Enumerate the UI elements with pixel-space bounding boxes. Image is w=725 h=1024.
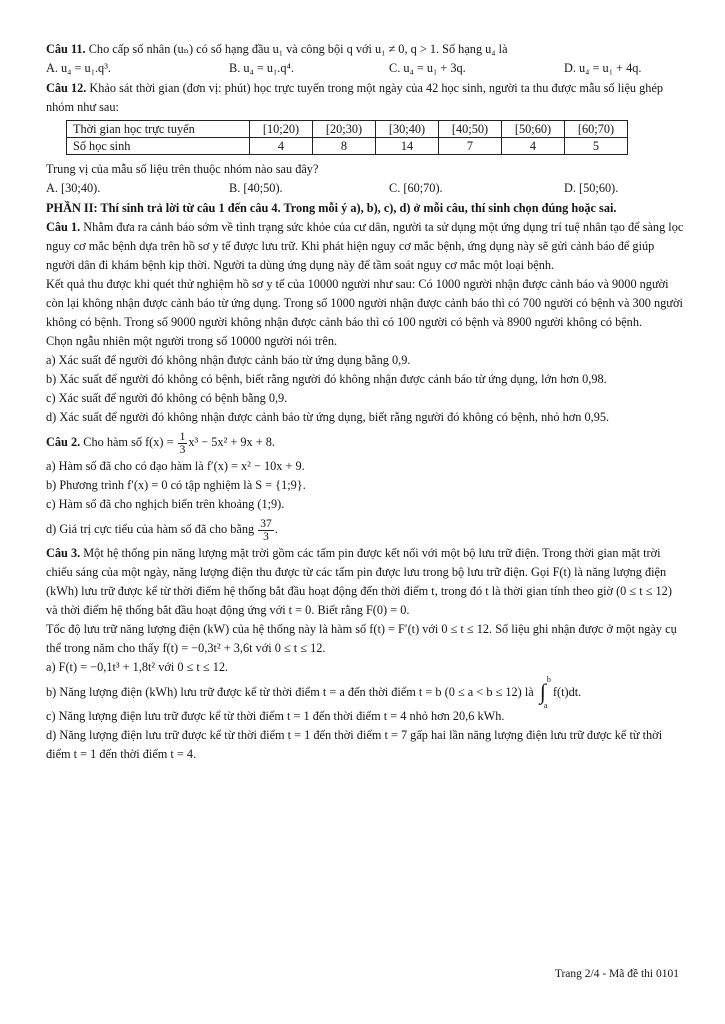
paragraph-text: Một hệ thống pin năng lượng mặt trời gồm các tấm pin được kết nối với một bộ lưu trữ điện. Trong thời gian mặt trời chiếu sáng của một ngày, năng lượng điện thu được từ các tấm pin được lưu trong bộ lưu trữ điện. Gọi F(t) là năng lượng điện (kWh) lưu trữ được kể từ thời điểm hệ thống bắt đầu hoạt động đến thời điểm t, trong đó t là thời gian tính theo giờ (0 ≤ t ≤ 12) và thời điểm hệ thống bắt đầu hoạt động ứng với t = 0. Biết rằng F(0) = 0. [46,546,672,617]
table-row [67,138,628,155]
statement-text: b) Năng lượng điện (kWh) lưu trữ được kể từ thời điểm t = a đến thời điểm t = b (0 ≤ a < b ≤ 12) là [46,685,534,699]
question-label: Câu 11. [46,42,86,56]
fraction-37-thirds [258,518,274,543]
option-d: D. u₄ = u₁ + 4q. [564,61,642,75]
table-cell: 14 [376,138,439,155]
table-cell: 4 [250,138,313,155]
table-cell: 8 [313,138,376,155]
problem-3-data: Tốc độ lưu trữ năng lượng điện (kW) của hệ thống này là hàm số f(t) = F′(t) với 0 ≤ t ≤ 12. Số liệu ghi nhận được ở một ngày cụ thể trong năm cho thấy f(t) = −0,3t² + 3,6t với 0 ≤ t ≤ 12. [46,622,677,655]
statement-d: d) Năng lượng điện lưu trữ được kể từ thời điểm t = 1 đến thời điểm t = 7 gấp hai lần năng lượng điện lưu trữ được kể từ thời điểm t = 1 đến thời điểm t = 4. [46,728,663,761]
statement-b: b) Xác suất để người đó không có bệnh, biết rằng người đó không nhận được cảnh báo từ ứng dụng, lớn hơn 0,98. [46,372,607,386]
statement-a: a) F(t) = −0,1t³ + 1,8t² với 0 ≤ t ≤ 12. [46,660,229,674]
statement-b: b) Phương trình f′(x) = 0 có tập nghiệm là S = {1;9}. [46,478,306,492]
table-cell: [40;50) [439,121,502,138]
frequency-table [66,120,628,155]
statement-a: a) Xác suất để người đó không nhận được cảnh báo từ ứng dụng bằng 0,9. [46,353,411,367]
table-row-label: Số học sinh [67,138,250,155]
question-11 [46,40,686,59]
statement-b [46,675,686,711]
integral-upper-bound: b [546,675,551,685]
function-intro: Cho hàm số f(x) = [83,435,174,449]
statement-d [46,514,686,544]
table-cell: [50;60) [502,121,565,138]
problem-1-data: Kết quả thu được khi quét thử nghiệm hồ sơ y tế của 10000 người như sau: Có 1000 người nhận được cảnh báo và 9000 người còn lại không nhận được cảnh báo từ ứng dụng. Trong số 1000 người nhận được cảnh báo thì có 700 người có bệnh và 300 người không có bệnh. Trong số 9000 người không nhận được cảnh báo thì có 100 người có bệnh và 8900 người không có bệnh. [46,277,683,329]
table-cell: 4 [502,138,565,155]
question-label: Câu 2. [46,435,81,449]
fraction-numerator: 37 [260,517,272,530]
table-cell: [20;30) [313,121,376,138]
question-12-options [46,179,686,198]
table-cell: [30;40) [376,121,439,138]
statement-c: c) Hàm số đã cho nghịch biến trên khoảng (1;9). [46,497,285,511]
fraction-denominator: 3 [179,443,186,456]
question-text: Khảo sát thời gian (đơn vị: phút) học trực tuyến trong một ngày của 42 học sinh, người ta thu được mẫu số liệu ghép nhóm như sau: [46,81,664,114]
statement-c: c) Xác suất để người đó không có bệnh bằng 0,9. [46,391,288,405]
question-text: Cho cấp số nhân (uₙ) có số hạng đầu u₁ và công bội q với u₁ ≠ 0, q > 1. Số hạng u₄ là [88,42,508,56]
statement-text: d) Giá trị cực tiểu của hàm số đã cho bằng [46,522,255,536]
part-2-heading: PHẦN II: Thí sinh trả lời từ câu 1 đến câu 4. Trong mỗi ý a), b), c), d) ở mỗi câu, thí sinh chọn đúng hoặc sai. [46,201,617,215]
problem-1-prompt: Chọn ngẫu nhiên một người trong số 10000 người nói trên. [46,334,338,348]
option-d: D. [50;60). [564,181,619,195]
question-label: Câu 12. [46,81,87,95]
integral-sign: ∫ b a [539,675,551,711]
option-c: C. [60;70). [389,181,443,195]
table-header-label: Thời gian học trực tuyến [67,121,250,138]
option-a: A. u₄ = u₁.q³. [46,61,111,75]
question-11-options [46,59,686,78]
problem-3-intro [46,544,686,620]
question-label: Câu 3. [46,546,81,560]
option-b: B. [40;50). [229,181,283,195]
statement-end: . [274,522,278,536]
function-rest: x³ − 5x² + 9x + 8. [188,435,275,449]
fraction-denominator: 3 [263,530,269,543]
option-c: C. u₄ = u₁ + 3q. [389,61,466,75]
fraction-one-third [178,431,188,456]
option-a: A. [30;40). [46,181,101,195]
question-12-prompt: Trung vị của mẫu số liệu trên thuộc nhóm nào sau đây? [46,162,319,176]
statement-a: a) Hàm số đã cho có đạo hàm là f′(x) = x² − 10x + 9. [46,459,305,473]
problem-1-intro [46,218,686,275]
problem-2-intro [46,427,686,457]
statement-c: c) Năng lượng điện lưu trữ được kể từ thời điểm t = 1 đến thời điểm t = 4 nhỏ hơn 20,6 kWh. [46,709,505,723]
integrand: f(t)dt. [552,685,582,699]
table-cell: 7 [439,138,502,155]
page-footer: Trang 2/4 - Mã đề thi 0101 [554,968,679,980]
table-cell: 5 [565,138,628,155]
table-header-row [67,121,628,138]
question-label: Câu 1. [46,220,81,234]
paragraph-text: Nhằm đưa ra cảnh báo sớm về tình trạng sức khỏe của cư dân, người ta sử dụng một ứng dụng trí tuệ nhân tạo để sàng lọc nguy cơ mắc bệnh dựa trên hồ sơ y tế được lưu trữ. Khi phát hiện nguy cơ mắc bệnh, ứng dụng này sẽ gửi cảnh báo để giúp người dân đi khám bệnh kịp thời. Người ta dùng ứng dụng này để tầm soát nguy cơ mắc một loại bệnh. [46,220,684,272]
table-cell: [60;70) [565,121,628,138]
option-b: B. u₄ = u₁.q⁴. [229,61,294,75]
exam-page [46,40,686,764]
fraction-numerator: 1 [179,430,186,443]
integral-lower-bound: a [543,701,548,711]
question-12 [46,79,686,117]
statement-d: d) Xác suất để người đó không nhận được cảnh báo từ ứng dụng, biết rằng người đó không có bệnh, nhỏ hơn 0,95. [46,410,610,424]
table-cell: [10;20) [250,121,313,138]
